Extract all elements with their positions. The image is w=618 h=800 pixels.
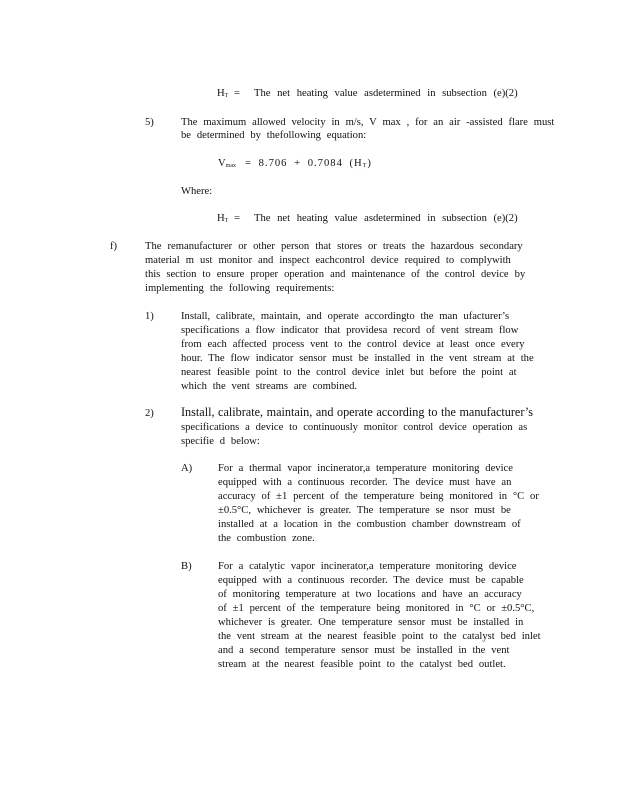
where-definition-symbol: HT bbox=[217, 213, 229, 224]
subitem-b-line-2: equipped with a continuous recorder. The device must be capable bbox=[218, 575, 524, 586]
item-1-line-3: from each affected process vent to the control device at least once every bbox=[181, 339, 525, 350]
equation-lhs-subscript: max bbox=[225, 163, 236, 169]
item-5-line-1: The maximum allowed velocity in m/s, V max , for an air -assisted flare must bbox=[181, 117, 555, 128]
item-1-line-2: specifications a flow indicator that providesa record of vent stream flow bbox=[181, 325, 519, 336]
subitem-b-line-7: and a second temperature sensor must be installed in the vent bbox=[218, 645, 510, 656]
section-f-line-3: this section to ensure proper operation and maintenance of the control device by bbox=[145, 269, 526, 280]
section-f-line-2: material m ust monitor and inspect eachcontrol device required to complywith bbox=[145, 255, 511, 266]
section-f-label: f) bbox=[110, 241, 118, 252]
subitem-b-line-1: For a catalytic vapor incinerator,a temperature monitoring device bbox=[218, 561, 517, 572]
subitem-b-line-5: whichever is greater. One temperature sensor must be installed in bbox=[218, 617, 524, 628]
item-5-number: 5) bbox=[145, 117, 154, 128]
subitem-a-line-3: accuracy of ±1 percent of the temperature being monitored in °C or bbox=[218, 491, 539, 502]
item-1-line-5: nearest feasible point to the control device inlet but before the point at bbox=[181, 367, 517, 378]
top-definition-text: The net heating value asdetermined in subsection (e)(2) bbox=[254, 88, 518, 99]
top-definition-symbol: HT bbox=[217, 88, 229, 99]
equation-lhs: Vmax bbox=[218, 158, 236, 169]
subitem-b-label: B) bbox=[181, 561, 192, 572]
where-label: Where: bbox=[181, 186, 213, 197]
item-1-line-6: which the vent streams are combined. bbox=[181, 381, 358, 392]
section-f-line-4: implementing the following requirements: bbox=[145, 283, 335, 294]
subitem-b-line-6: the vent stream at the nearest feasible point to the catalyst bed inlet bbox=[218, 631, 541, 642]
subitem-a-label: A) bbox=[181, 463, 193, 474]
subitem-b-line-4: of ±1 percent of the temperature being monitored in °C or ±0.5°C, bbox=[218, 603, 535, 614]
item-1-line-4: hour. The flow indicator sensor must be installed in the vent stream at the bbox=[181, 353, 534, 364]
where-definition-text: The net heating value asdetermined in subsection (e)(2) bbox=[254, 213, 518, 224]
item-1-line-1: Install, calibrate, maintain, and operate accordingto the man ufacturer’s bbox=[181, 311, 510, 322]
item-1-number: 1) bbox=[145, 311, 154, 322]
subitem-a-line-2: equipped with a continuous recorder. The device must have an bbox=[218, 477, 512, 488]
item-2-line-3: specifie d below: bbox=[181, 436, 260, 447]
item-2-line-2: specifications a device to continuously monitor control device operation as bbox=[181, 422, 528, 433]
subitem-a-line-6: the combustion zone. bbox=[218, 533, 315, 544]
item-2-number: 2) bbox=[145, 408, 154, 419]
item-5-line-2: be determined by thefollowing equation: bbox=[181, 130, 367, 141]
subitem-a-line-5: installed at a location in the combustion chamber downstream of bbox=[218, 519, 521, 530]
top-definition-symbol-subscript: T bbox=[224, 93, 229, 99]
subitem-b-line-3: of monitoring temperature at two locations and have an accuracy bbox=[218, 589, 522, 600]
where-definition-equals: = bbox=[234, 213, 240, 224]
top-definition-equals: = bbox=[234, 88, 240, 99]
subitem-a-line-4: ±0.5°C, whichever is greater. The temperature se nsor must be bbox=[218, 505, 511, 516]
subitem-b-line-8: stream at the nearest feasible point to the catalyst bed outlet. bbox=[218, 659, 506, 670]
equation-rhs: = 8.706 + 0.7084 (HT) bbox=[245, 158, 372, 169]
section-f-line-1: The remanufacturer or other person that stores or treats the hazardous secondary bbox=[145, 241, 523, 252]
item-2-line-1: Install, calibrate, maintain, and operate according to the manufacturer’s bbox=[181, 405, 533, 419]
where-definition-symbol-subscript: T bbox=[224, 218, 229, 224]
subitem-a-line-1: For a thermal vapor incinerator,a temperature monitoring device bbox=[218, 463, 513, 474]
equation-rhs-subscript: T bbox=[362, 163, 368, 169]
